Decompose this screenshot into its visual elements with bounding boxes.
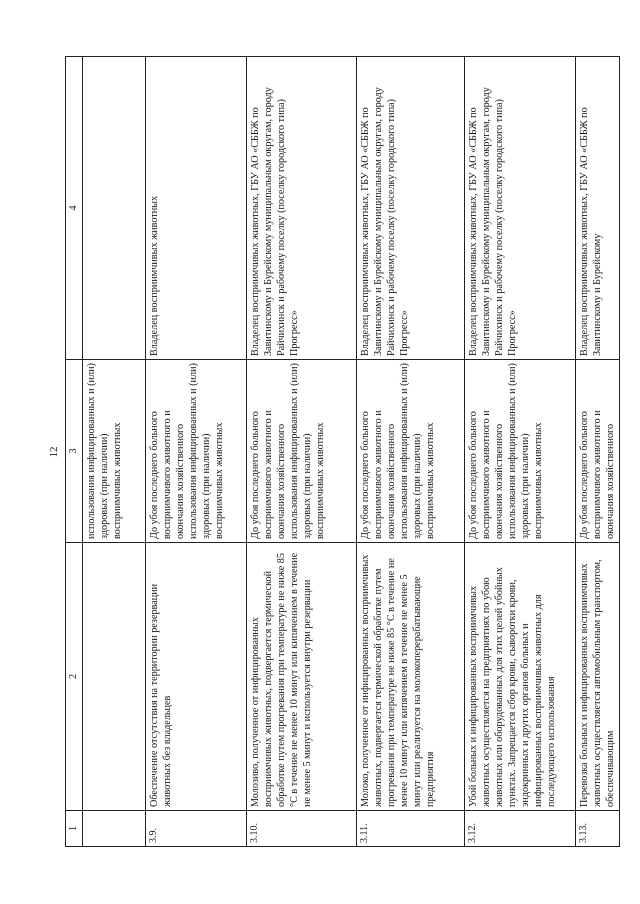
cell-resp: Владелец восприимчивых животных, ГБУ АО «СББЖ по Завитинскому и Бурейскому <box>576 57 620 360</box>
cell-desc: Обеспечение отсутствия на территории резервации животных без владельцев <box>146 543 247 811</box>
table-row <box>247 57 357 847</box>
cell-num: 3.9. <box>146 811 247 847</box>
table-header-row <box>66 57 83 847</box>
header-cell-2: 2 <box>66 543 83 811</box>
cell-resp <box>83 57 146 360</box>
cell-num: 3.12. <box>465 811 576 847</box>
cell-term: До убоя последнего больного восприимчивого животного и окончания хозяйственного использования инфицированных и (или) здоровых (при наличии) восприимчивых животных <box>146 360 247 543</box>
cell-num: 3.11. <box>357 811 465 847</box>
table-row-continuation <box>83 57 146 847</box>
page-number: 12 <box>48 446 60 458</box>
table-row <box>357 57 465 847</box>
cell-term: До убоя последнего больного восприимчивого животного и окончания хозяйственного использования инфицированных и (или) здоровых (при наличии) восприимчивых животных <box>247 360 357 543</box>
header-cell-1: 1 <box>66 811 83 847</box>
cell-num: 3.10. <box>247 811 357 847</box>
cell-desc <box>83 543 146 811</box>
table-row <box>465 57 576 847</box>
cell-num <box>83 811 146 847</box>
cell-desc: Убой больных и инфицированных восприимчивых животных осуществляется на предприятиях по убою животных или оборудованных для этих целей убойных пунктах. Запрещается сбор крови, сыворотки крови, эндокринных и других органов больных и инфицированных восприимчивых животных для последующего использования <box>465 543 576 811</box>
cell-term: использования инфицированных и (или) здоровых (при наличии) восприимчивых животных <box>83 360 146 543</box>
rotated-table-frame <box>65 57 617 847</box>
table-row <box>576 57 620 847</box>
measures-table <box>65 56 620 847</box>
cell-resp: Владелец восприимчивых животных, ГБУ АО «СББЖ по Завитинскому и Бурейскому муниципальным округам, городу Райчихинск и рабочему поселку (поселку городского типа) Прогресс» <box>357 57 465 360</box>
cell-desc: Молоко, полученное от инфицированных восприимчивых животных, подвергается термической обработке путем прогревания при температуре не ниже 85 °С в течение не менее 10 минут или кипячением в течение не менее 5 минут или реализуется на молокоперерабатывающие предприятия <box>357 543 465 811</box>
cell-resp: Владелец восприимчивых животных <box>146 57 247 360</box>
rotated-table-content <box>65 57 617 847</box>
cell-desc: Молозиво, полученное от инфицированных восприимчивых животных, подвергается термической обработке путем прогревания при температуре не ниже 85 °С в течение не менее 10 минут или кипячением в течение не менее 5 минут и используется внутри резервации <box>247 543 357 811</box>
cell-num: 3.13. <box>576 811 620 847</box>
cell-term: До убоя последнего больного восприимчивого животного и окончания хозяйственного использования инфицированных и (или) здоровых (при наличии) восприимчивых животных <box>465 360 576 543</box>
cell-resp: Владелец восприимчивых животных, ГБУ АО «СББЖ по Завитинскому и Бурейскому муниципальным округам, городу Райчихинск и рабочему поселку (поселку городского типа) Прогресс» <box>247 57 357 360</box>
cell-term: До убоя последнего больного восприимчивого животного и окончания хозяйственного <box>576 360 620 543</box>
header-cell-4: 4 <box>66 57 83 360</box>
cell-term: До убоя последнего больного восприимчивого животного и окончания хозяйственного использования инфицированных и (или) здоровых (при наличии) восприимчивых животных <box>357 360 465 543</box>
header-cell-3: 3 <box>66 360 83 543</box>
cell-resp: Владелец восприимчивых животных, ГБУ АО «СББЖ по Завитинскому и Бурейскому муниципальным округам, городу Райчихинск и рабочему поселку (поселку городского типа) Прогресс» <box>465 57 576 360</box>
cell-desc: Перевозка больных и инфицированных восприимчивых животных осуществляется автомобильным транспортом, обеспечивающим <box>576 543 620 811</box>
table-row <box>146 57 247 847</box>
